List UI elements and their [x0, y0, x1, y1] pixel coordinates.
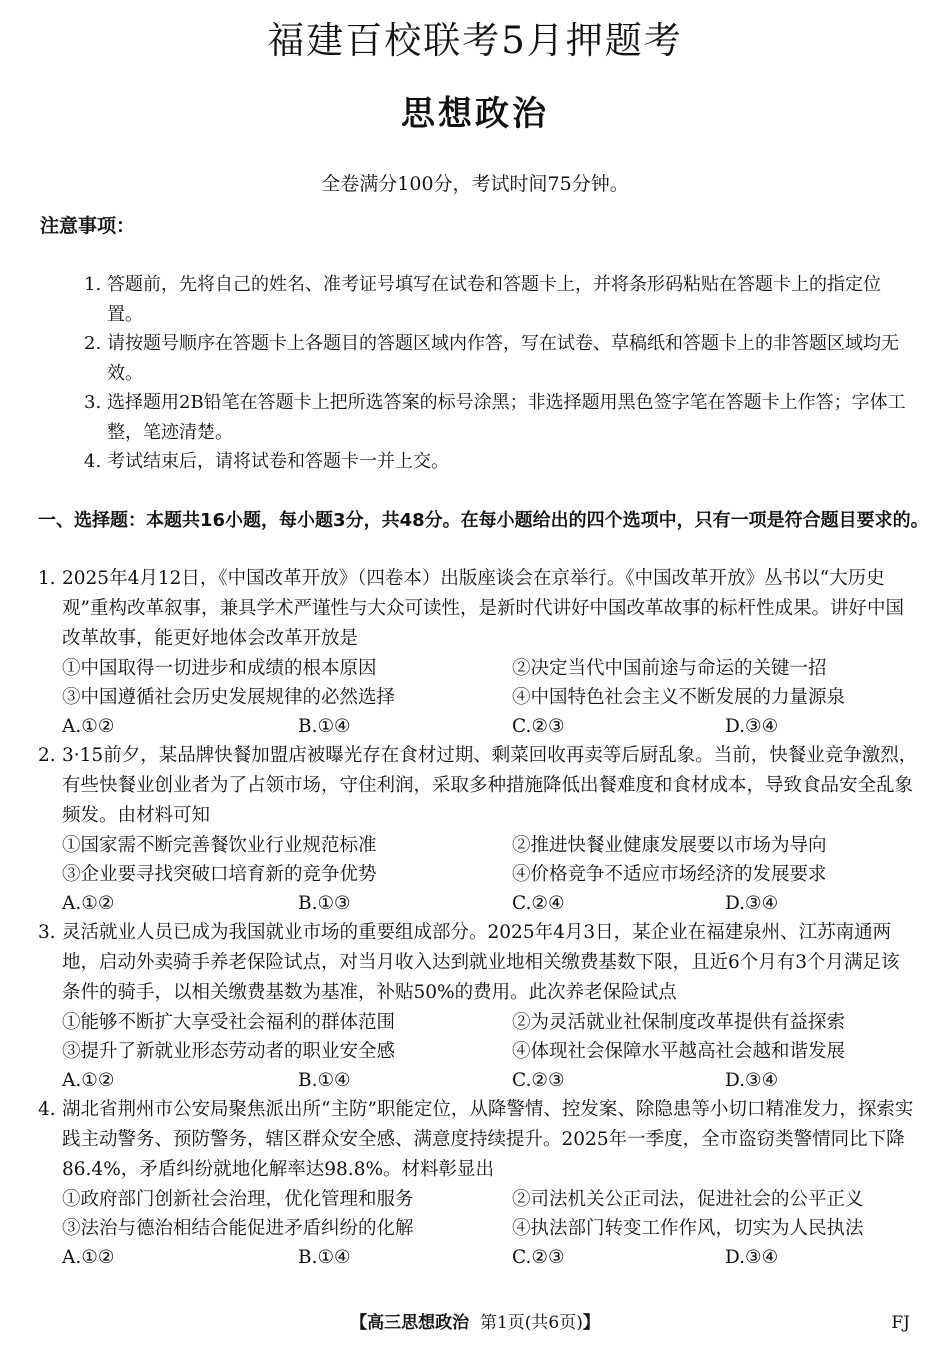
option-row [38, 1066, 918, 1095]
footer-code: FJ [891, 1313, 910, 1333]
question [38, 741, 918, 918]
statement: ②为灵活就业社保制度改革提供有益探索 [512, 1012, 846, 1033]
notice-item [84, 447, 914, 477]
question-stem [38, 564, 918, 654]
question [38, 564, 918, 741]
notice-list [84, 270, 914, 477]
question [38, 918, 918, 1095]
question-text: 灵活就业人员已成为我国就业市场的重要组成部分。2025年4月3日，某企业在福建泉州、江苏南通两地，启动外卖骑手养老保险试点，对当月收入达到就业地相关缴费基数下限，且近6个月有3个月满足该条件的骑手，以相关缴费基数为基准，补贴50%的费用。此次养老保险试点 [62, 922, 900, 1003]
notice-heading: 注意事项： [40, 215, 136, 237]
notice-item-number: 1. [84, 274, 102, 295]
exam-info: 全卷满分100分，考试时间75分钟。 [321, 173, 629, 195]
statement-row [38, 860, 918, 889]
notice-item-number: 2. [84, 333, 102, 354]
question-text: 3·15前夕，某品牌快餐加盟店被曝光存在食材过期、剩菜回收再卖等后厨乱象。当前，快餐业竞争激烈，有些快餐业创业者为了占领市场，守住利润，采取多种措施降低出餐难度和食材成本，导致食品安全乱象频发。由材料可知 [62, 745, 918, 826]
question-number: 4. [38, 1099, 56, 1120]
statement: ④体现社会保障水平越高社会越和谐发展 [512, 1041, 846, 1062]
option-d: D.③④ [725, 1070, 779, 1091]
footer-left-bracket: 【 [350, 1313, 368, 1333]
option-c: C.②③ [512, 1247, 565, 1268]
section-heading: 一、选择题：本题共16小题，每小题3分，共48分。在每小题给出的四个选项中，只有一项是符合题目要求的。 [38, 510, 929, 531]
statement: ①能够不断扩大享受社会福利的群体范围 [62, 1012, 396, 1033]
statement: ③提升了新就业形态劳动者的职业安全感 [62, 1041, 396, 1062]
notice-item-text: 选择题用2B铅笔在答题卡上把所选答案的标号涂黑；非选择题用黑色签字笔在答题卡上作答；字体工整，笔迹清楚。 [107, 392, 906, 443]
question-number: 3. [38, 922, 56, 943]
option-row [38, 712, 918, 741]
statement: ③中国遵循社会历史发展规律的必然选择 [62, 687, 396, 708]
notice-item-text: 考试结束后，请将试卷和答题卡一并上交。 [107, 451, 449, 472]
statement-row [38, 1008, 918, 1037]
statement: ④执法部门转变工作作风，切实为人民执法 [512, 1218, 864, 1239]
notice-item [84, 329, 914, 388]
statement: ②决定当代中国前途与命运的关键一招 [512, 658, 827, 679]
statement: ④价格竞争不适应市场经济的发展要求 [512, 864, 827, 885]
option-b: B.①④ [298, 1247, 351, 1268]
statement: ①中国取得一切进步和成绩的根本原因 [62, 658, 377, 679]
statement-row [38, 1185, 918, 1214]
option-b: B.①③ [298, 893, 351, 914]
subject-title: 思想政治 [401, 94, 549, 134]
option-c: C.②③ [512, 716, 565, 737]
option-d: D.③④ [725, 716, 779, 737]
statement: ②司法机关公正司法，促进社会的公平正义 [512, 1189, 864, 1210]
footer-subject: 高三思想政治 [367, 1313, 470, 1333]
statement: ③企业要寻找突破口培育新的竞争优势 [62, 864, 377, 885]
exam-title: 福建百校联考5月押题考 [267, 19, 683, 62]
option-b: B.①④ [298, 1070, 351, 1091]
notice-item-text: 答题前，先将自己的姓名、准考证号填写在试卷和答题卡上，并将条形码粘贴在答题卡上的指定位置。 [107, 274, 881, 325]
statement-row [38, 1037, 918, 1066]
option-c: C.②④ [512, 893, 565, 914]
statement: ③法治与德治相结合能促进矛盾纠纷的化解 [62, 1218, 414, 1239]
option-a: A.①② [62, 1247, 115, 1268]
option-d: D.③④ [725, 893, 779, 914]
footer-right-bracket: 】 [582, 1313, 600, 1333]
option-a: A.①② [62, 893, 115, 914]
notice-item-number: 3. [84, 392, 102, 413]
statement-row [38, 831, 918, 860]
question-text: 湖北省荆州市公安局聚焦派出所“主防”职能定位，从降警情、控发案、除隐患等小切口精准发力，探索实践主动警务、预防警务，辖区群众安全感、满意度持续提升。2025年一季度，全市盗窃类警情同比下降86.4%，矛盾纠纷就地化解率达98.8%。材料彰显出 [62, 1099, 914, 1180]
statement: ①政府部门创新社会治理，优化管理和服务 [62, 1189, 414, 1210]
question-stem [38, 741, 918, 831]
question-stem [38, 1095, 918, 1185]
footer-page-info: 第1页(共6页) [479, 1313, 583, 1333]
option-d: D.③④ [725, 1247, 779, 1268]
question-list [38, 564, 918, 1272]
option-a: A.①② [62, 1070, 115, 1091]
statement-row [38, 654, 918, 683]
option-b: B.①④ [298, 716, 351, 737]
option-row [38, 1243, 918, 1272]
notice-item-text: 请按题号顺序在答题卡上各题目的答题区域内作答，写在试卷、草稿纸和答题卡上的非答题区域均无效。 [107, 333, 899, 384]
option-a: A.①② [62, 716, 115, 737]
notice-item-number: 4. [84, 451, 102, 472]
question-stem [38, 918, 918, 1008]
statement-row [38, 683, 918, 712]
statement: ②推进快餐业健康发展要以市场为导向 [512, 835, 827, 856]
page-footer [0, 1310, 950, 1336]
statement: ④中国特色社会主义不断发展的力量源泉 [512, 687, 846, 708]
question-text: 2025年4月12日，《中国改革开放》（四卷本）出版座谈会在京举行。《中国改革开放》丛书以“大历史观”重构改革叙事，兼具学术严谨性与大众可读性，是新时代讲好中国改革故事的标杆性成果。讲好中国改革故事，能更好地体会改革开放是 [62, 568, 904, 649]
question [38, 1095, 918, 1272]
question-number: 1. [38, 568, 56, 589]
notice-item [84, 388, 914, 447]
notice-item [84, 270, 914, 329]
statement-row [38, 1214, 918, 1243]
option-row [38, 889, 918, 918]
statement: ①国家需不断完善餐饮业行业规范标准 [62, 835, 377, 856]
question-number: 2. [38, 745, 56, 766]
option-c: C.②③ [512, 1070, 565, 1091]
